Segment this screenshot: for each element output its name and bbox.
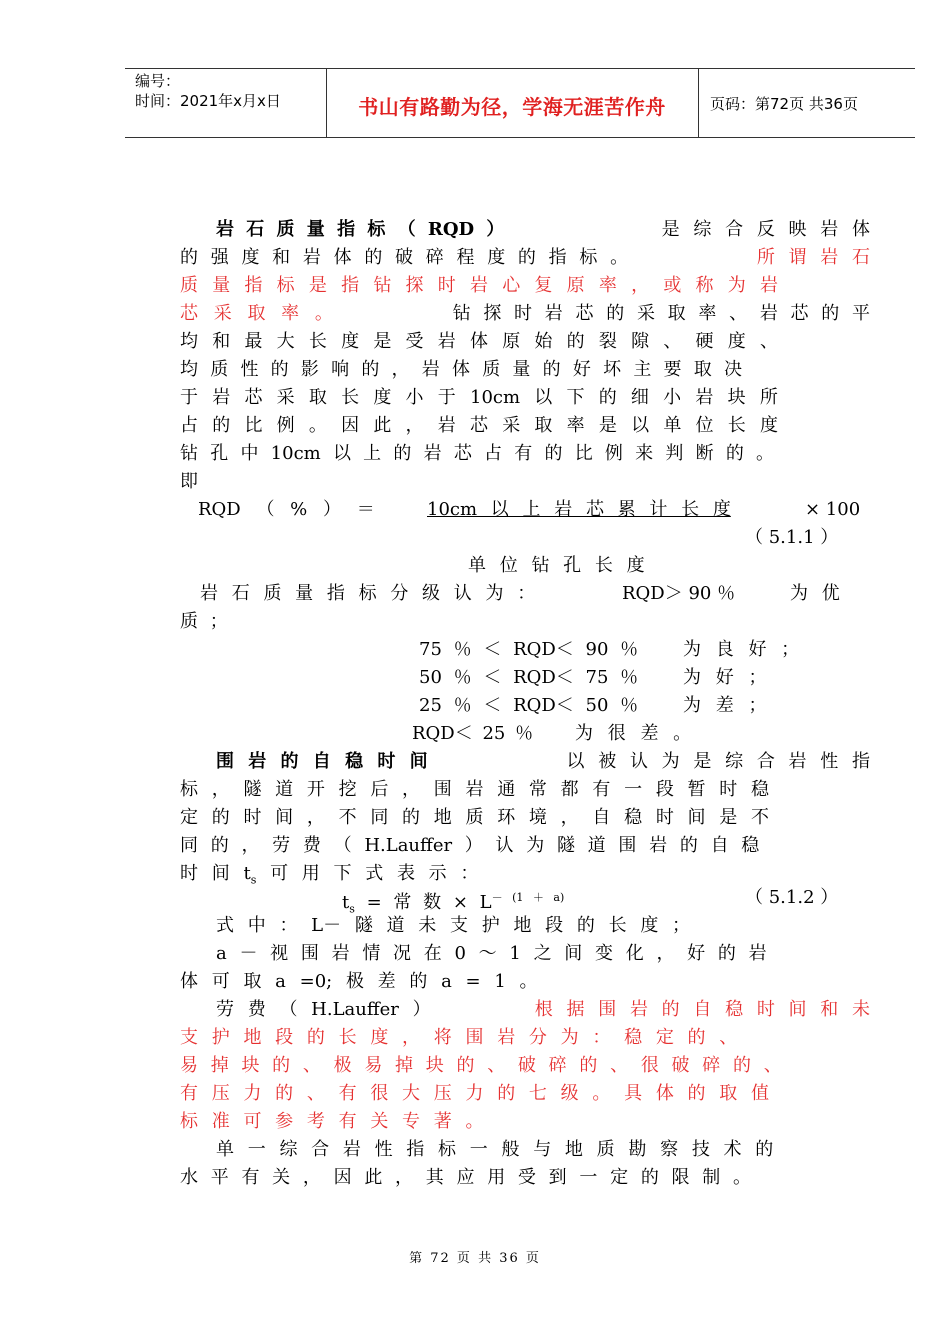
para3-text: 劳 费 （ H.Lauffer ） [216,999,431,1020]
para1-text: 占 的 比 例 。 因 此 ， 岩 芯 采 取 率 是 以 单 位 长 度 [180,415,778,436]
para3-highlight: 标 准 可 参 考 有 关 专 著 。 [180,1111,484,1132]
grading-intro [180,580,870,608]
page-footer: 第 72 页 共 36 页 [409,1251,541,1266]
page-header [125,68,915,138]
para1-line4 [180,300,870,328]
para1-text: 即 [180,471,198,492]
header-divider [698,69,699,137]
grading-rule: RQD＞ 90 ％ [622,583,736,604]
para1-line2 [180,244,870,272]
grading-row [180,664,870,692]
number-label: 编号： [135,72,181,90]
grading-result: 为 优 [790,583,840,604]
para2-text: 可 用 下 式 表 示 ： [270,863,479,884]
subscript: s [349,902,355,916]
grading-intro-text: 岩 石 质 量 指 标 分 级 认 为 ： [200,583,536,604]
para1-text: 于 岩 芯 采 取 长 度 小 于 10cm 以 下 的 细 小 岩 块 所 [180,387,778,408]
para1-text: 均 质 性 的 影 响 的 ， 岩 体 质 量 的 好 坏 主 要 取 决 [180,359,742,380]
formula-lhs: RQD （ % ） ＝ [198,499,375,520]
para3-highlight: 易 掉 块 的 、 极 易 掉 块 的 、 破 碎 的 、 很 破 碎 的 、 [180,1055,782,1076]
rqd-term: 岩 石 质 量 指 标 （ RQD ） [216,219,505,240]
para1-text: 是 综 合 反 映 岩 体 [661,219,870,240]
self-stability-term: 围 岩 的 自 稳 时 间 [216,751,428,772]
grading-row [180,720,870,748]
grading-rule: 75 ％ ＜ RQD＜ 90 ％ [419,639,639,660]
para1-line1 [180,216,870,244]
formula-body: = 常 数 × L [354,892,492,913]
grading-row [180,692,870,720]
formula-t: t [342,892,350,913]
formula-numerator: 10cm 以 上 岩 芯 累 计 长 度 [427,499,731,520]
grading-rule: RQD＜ 25 ％ [412,723,534,744]
where-text: 式 中 ： L－ 隧 道 未 支 护 地 段 的 长 度 ； [216,915,691,936]
para3-highlight: 根 据 围 岩 的 自 稳 时 间 和 未 [534,999,870,1020]
para1-highlight: 芯 采 取 率 。 [180,303,333,324]
grading-rule: 50 ％ ＜ RQD＜ 75 ％ [419,667,639,688]
para2-text: 定 的 时 间 ， 不 同 的 地 质 环 境 ， 自 稳 时 间 是 不 [180,807,769,828]
para1-text: 钻 探 时 岩 芯 的 采 取 率 、 岩 芯 的 平 [452,303,870,324]
para2-line1 [180,748,870,776]
para4-text: 单 一 综 合 岩 性 指 标 一 般 与 地 质 勘 察 技 术 的 [216,1139,774,1160]
para1-text: 钻 孔 中 10cm 以 上 的 岩 芯 占 有 的 比 例 来 判 断 的 。 [180,443,775,464]
para3-highlight: 有 压 力 的 、 有 很 大 压 力 的 七 级 。 具 体 的 取 值 [180,1083,769,1104]
para1-text: 均 和 最 大 长 度 是 受 岩 体 原 始 的 裂 隙 、 硬 度 、 [180,331,778,352]
grading-row [180,636,870,664]
para4-text: 水 平 有 关 ， 因 此 ， 其 应 用 受 到 一 定 的 限 制 。 [180,1167,751,1188]
grading-result: 为 良 好 ； [683,639,800,660]
header-meta [135,71,281,111]
para2-text: 时 间 t [180,863,251,884]
para1-highlight: 所 谓 岩 石 [756,247,870,268]
para1-text: 的 强 度 和 岩 体 的 破 碎 程 度 的 指 标 。 [180,247,629,268]
para3-highlight: 支 护 地 段 的 长 度 ， 将 围 岩 分 为 ： 稳 定 的 、 [180,1027,738,1048]
where-text: a － 视 围 岩 情 况 在 0 ～ 1 之 间 变 化 ， 好 的 岩 [216,943,767,964]
para3-line1 [216,996,870,1024]
grading-result: 为 好 ； [683,667,767,688]
equation-number: （ 5.1.1 ） [745,527,839,548]
formula-multiplier: × 100 [805,499,861,520]
header-page-info: 页码：第72页 共36页 [710,95,858,113]
grading-result: 为 很 差 。 [575,723,692,744]
equation-number: （ 5.1.2 ） [745,887,839,908]
para2-text: 标 ， 隧 道 开 挖 后 ， 围 岩 通 常 都 有 一 段 暂 时 稳 [180,779,769,800]
where-text: 体 可 取 a =0; 极 差 的 a = 1 。 [180,971,538,992]
subscript: s [250,873,257,887]
formula-rqd [198,496,878,524]
time-label: 时间：2021年x月x日 [135,92,281,110]
superscript: － (1 ＋ a) [491,891,565,904]
grading-rule: 25 ％ ＜ RQD＜ 50 ％ [419,695,639,716]
para2-text: 以 被 认 为 是 综 合 岩 性 指 [566,751,870,772]
grading-intro-cont: 质 ； [180,611,228,632]
grading-result: 为 差 ； [683,695,767,716]
para1-highlight: 质 量 指 标 是 指 钻 探 时 岩 心 复 原 率 ， 或 称 为 岩 [180,275,778,296]
para2-text: 同 的 ， 劳 费 （ H.Lauffer ） 认 为 隧 道 围 岩 的 自 稳 [180,835,760,856]
formula-ts [342,884,642,916]
header-motto: 书山有路勤为径，学海无涯苦作舟 [358,95,666,119]
formula-denominator: 单 位 钻 孔 长 度 [468,555,645,576]
